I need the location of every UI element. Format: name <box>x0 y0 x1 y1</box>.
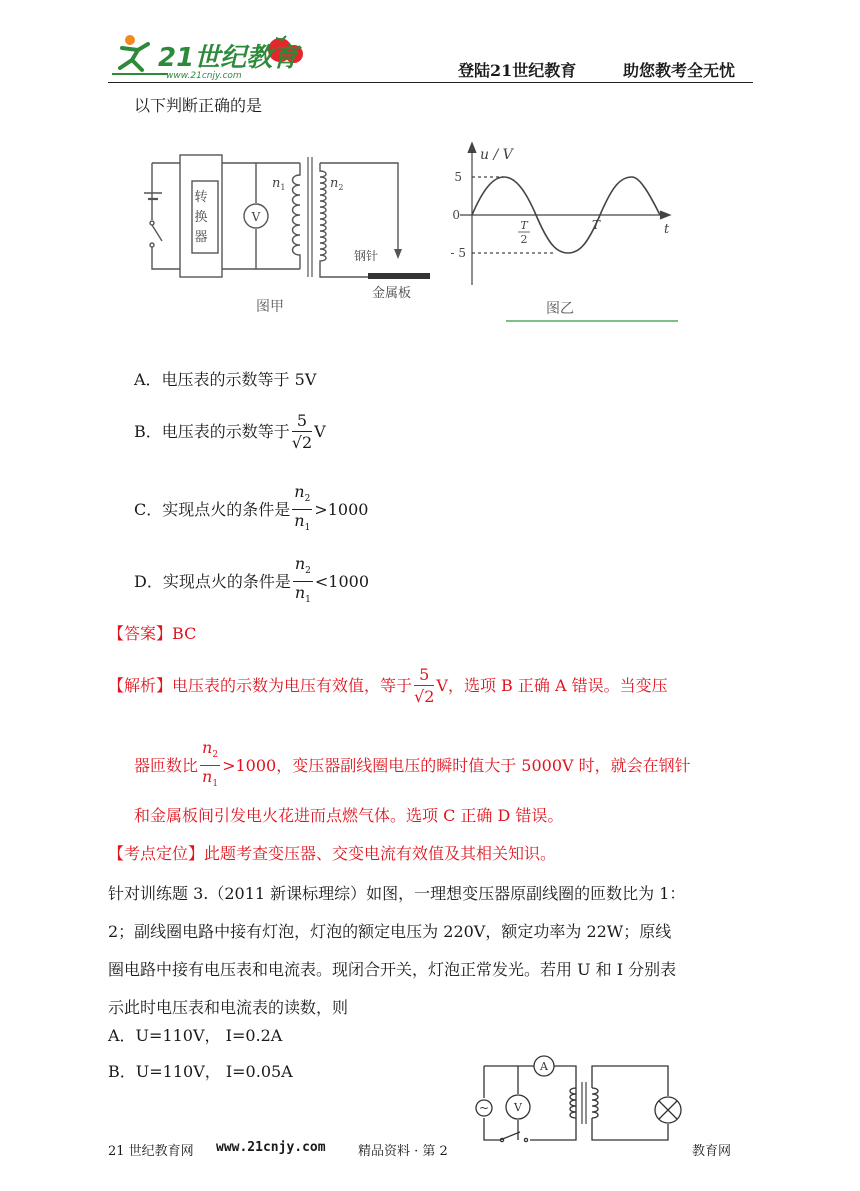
tick-5: 5 <box>454 170 462 184</box>
tick-0: 0 <box>452 208 460 222</box>
training-option-a: A．U=110V， I=0.2A <box>108 1026 283 1045</box>
training-line-4: 示此时电压表和电流表的读数，则 <box>108 998 349 1017</box>
tick-half-period-num: T <box>520 219 528 232</box>
option-d <box>134 554 369 611</box>
site-logo <box>108 30 308 80</box>
needle-label: 钢针 <box>354 249 379 263</box>
tick-minus-5: - 5 <box>450 246 466 260</box>
option-b-den: √2 <box>291 433 313 452</box>
tick-half-period-den: 2 <box>520 233 528 246</box>
x-axis-label: t <box>664 222 670 237</box>
ac-source-symbol: ~ <box>478 1101 490 1115</box>
voltmeter-label: V <box>251 210 261 224</box>
option-c-prefix: C．实现点火的条件是 <box>134 500 291 520</box>
analysis-line-3: 和金属板间引发电火花进而点燃气体。选项 C 正确 D 错误。 <box>134 806 564 825</box>
option-d-suffix: <1000 <box>314 572 370 592</box>
option-b-suffix: V <box>314 422 326 441</box>
answer-label: 【答案】 <box>108 624 173 643</box>
footer-url[interactable]: www.21cnjy.com <box>216 1140 326 1155</box>
kaodian <box>108 844 556 864</box>
analysis-label: 【解析】 <box>108 676 173 695</box>
converter-label-1: 转 <box>194 190 208 205</box>
training-line-3: 圈电路中接有电压表和电流表。现闭合开关，灯泡正常发光。若用 U 和 I 分别表 <box>108 960 677 979</box>
ammeter-label: A <box>540 1060 548 1073</box>
question-intro: 以下判断正确的是 <box>134 96 263 115</box>
figure-jia-caption: 图甲 <box>256 299 284 315</box>
figure-yi <box>420 135 685 330</box>
option-c-suffix: >1000 <box>314 500 369 520</box>
n2-label: $n_2$ <box>330 176 344 192</box>
figure-jia <box>140 145 440 330</box>
answer <box>108 624 196 644</box>
option-d-fraction: $\frac{n_2}{n_1}$ <box>294 554 311 606</box>
kaodian-label: 【考点定位】 <box>108 844 205 863</box>
option-c-fraction: $\frac{n_2}{n_1}$ <box>294 482 311 534</box>
kaodian-text: 此题考查变压器、交变电流有效值及其相关知识。 <box>204 844 557 863</box>
training-line-2: 2；副线圈电路中接有灯泡，灯泡的额定电压为 220V，额定功率为 22W；原线 <box>108 922 672 941</box>
footer-site: 21 世纪教育网 <box>108 1144 194 1159</box>
option-b-fraction <box>292 411 312 454</box>
circuit-figure-2 <box>460 1048 710 1148</box>
analysis-line-1: 【解析】电压表的示数为电压有效值，等于 $\frac{5}{√2}$ V，选项 B 正确 A 错误。当变压 <box>108 665 668 706</box>
voltmeter-2-label: V <box>514 1101 522 1114</box>
option-c <box>134 482 368 539</box>
tick-period: T <box>592 218 601 232</box>
option-b-num: 5 <box>292 411 312 432</box>
converter-label-3: 器 <box>194 230 208 245</box>
header-rule <box>108 82 753 83</box>
analysis-line-2: 器匝数比 $\frac{n_2}{n_1}$ >1000，变压器副线圈电压的瞬时值大于 5000V 时，就会在钢针 <box>134 738 691 790</box>
header-slogan-right: 助您教考全无忧 <box>623 61 736 80</box>
option-b <box>134 410 326 454</box>
footer-right: 教育网 <box>692 1144 732 1159</box>
training-line-1: 针对训练题 3.（2011 新课标理综）如图，一理想变压器原副线圈的匝数比为 1： <box>108 884 686 903</box>
logo-url: www.21cnjy.com <box>166 71 242 80</box>
option-d-prefix: D．实现点火的条件是 <box>134 572 291 592</box>
footer-info: 精品资料 · 第 2 <box>358 1144 448 1159</box>
header-slogan-left: 登陆21世纪教育 <box>458 61 577 80</box>
plate-label: 金属板 <box>372 286 412 301</box>
converter-label-2: 换 <box>194 210 208 225</box>
logo-wordmark: 21世纪教育 <box>158 43 299 73</box>
n1-label: $n_1$ <box>272 176 286 192</box>
y-axis-label: u / V <box>480 147 513 163</box>
option-b-prefix: B．电压表的示数等于 <box>134 422 290 441</box>
option-a: A．电压表的示数等于 5V <box>134 370 317 389</box>
figure-yi-caption: 图乙 <box>546 301 574 317</box>
answer-value: BC <box>172 624 197 643</box>
training-option-b: B．U=110V， I=0.05A <box>108 1062 293 1081</box>
